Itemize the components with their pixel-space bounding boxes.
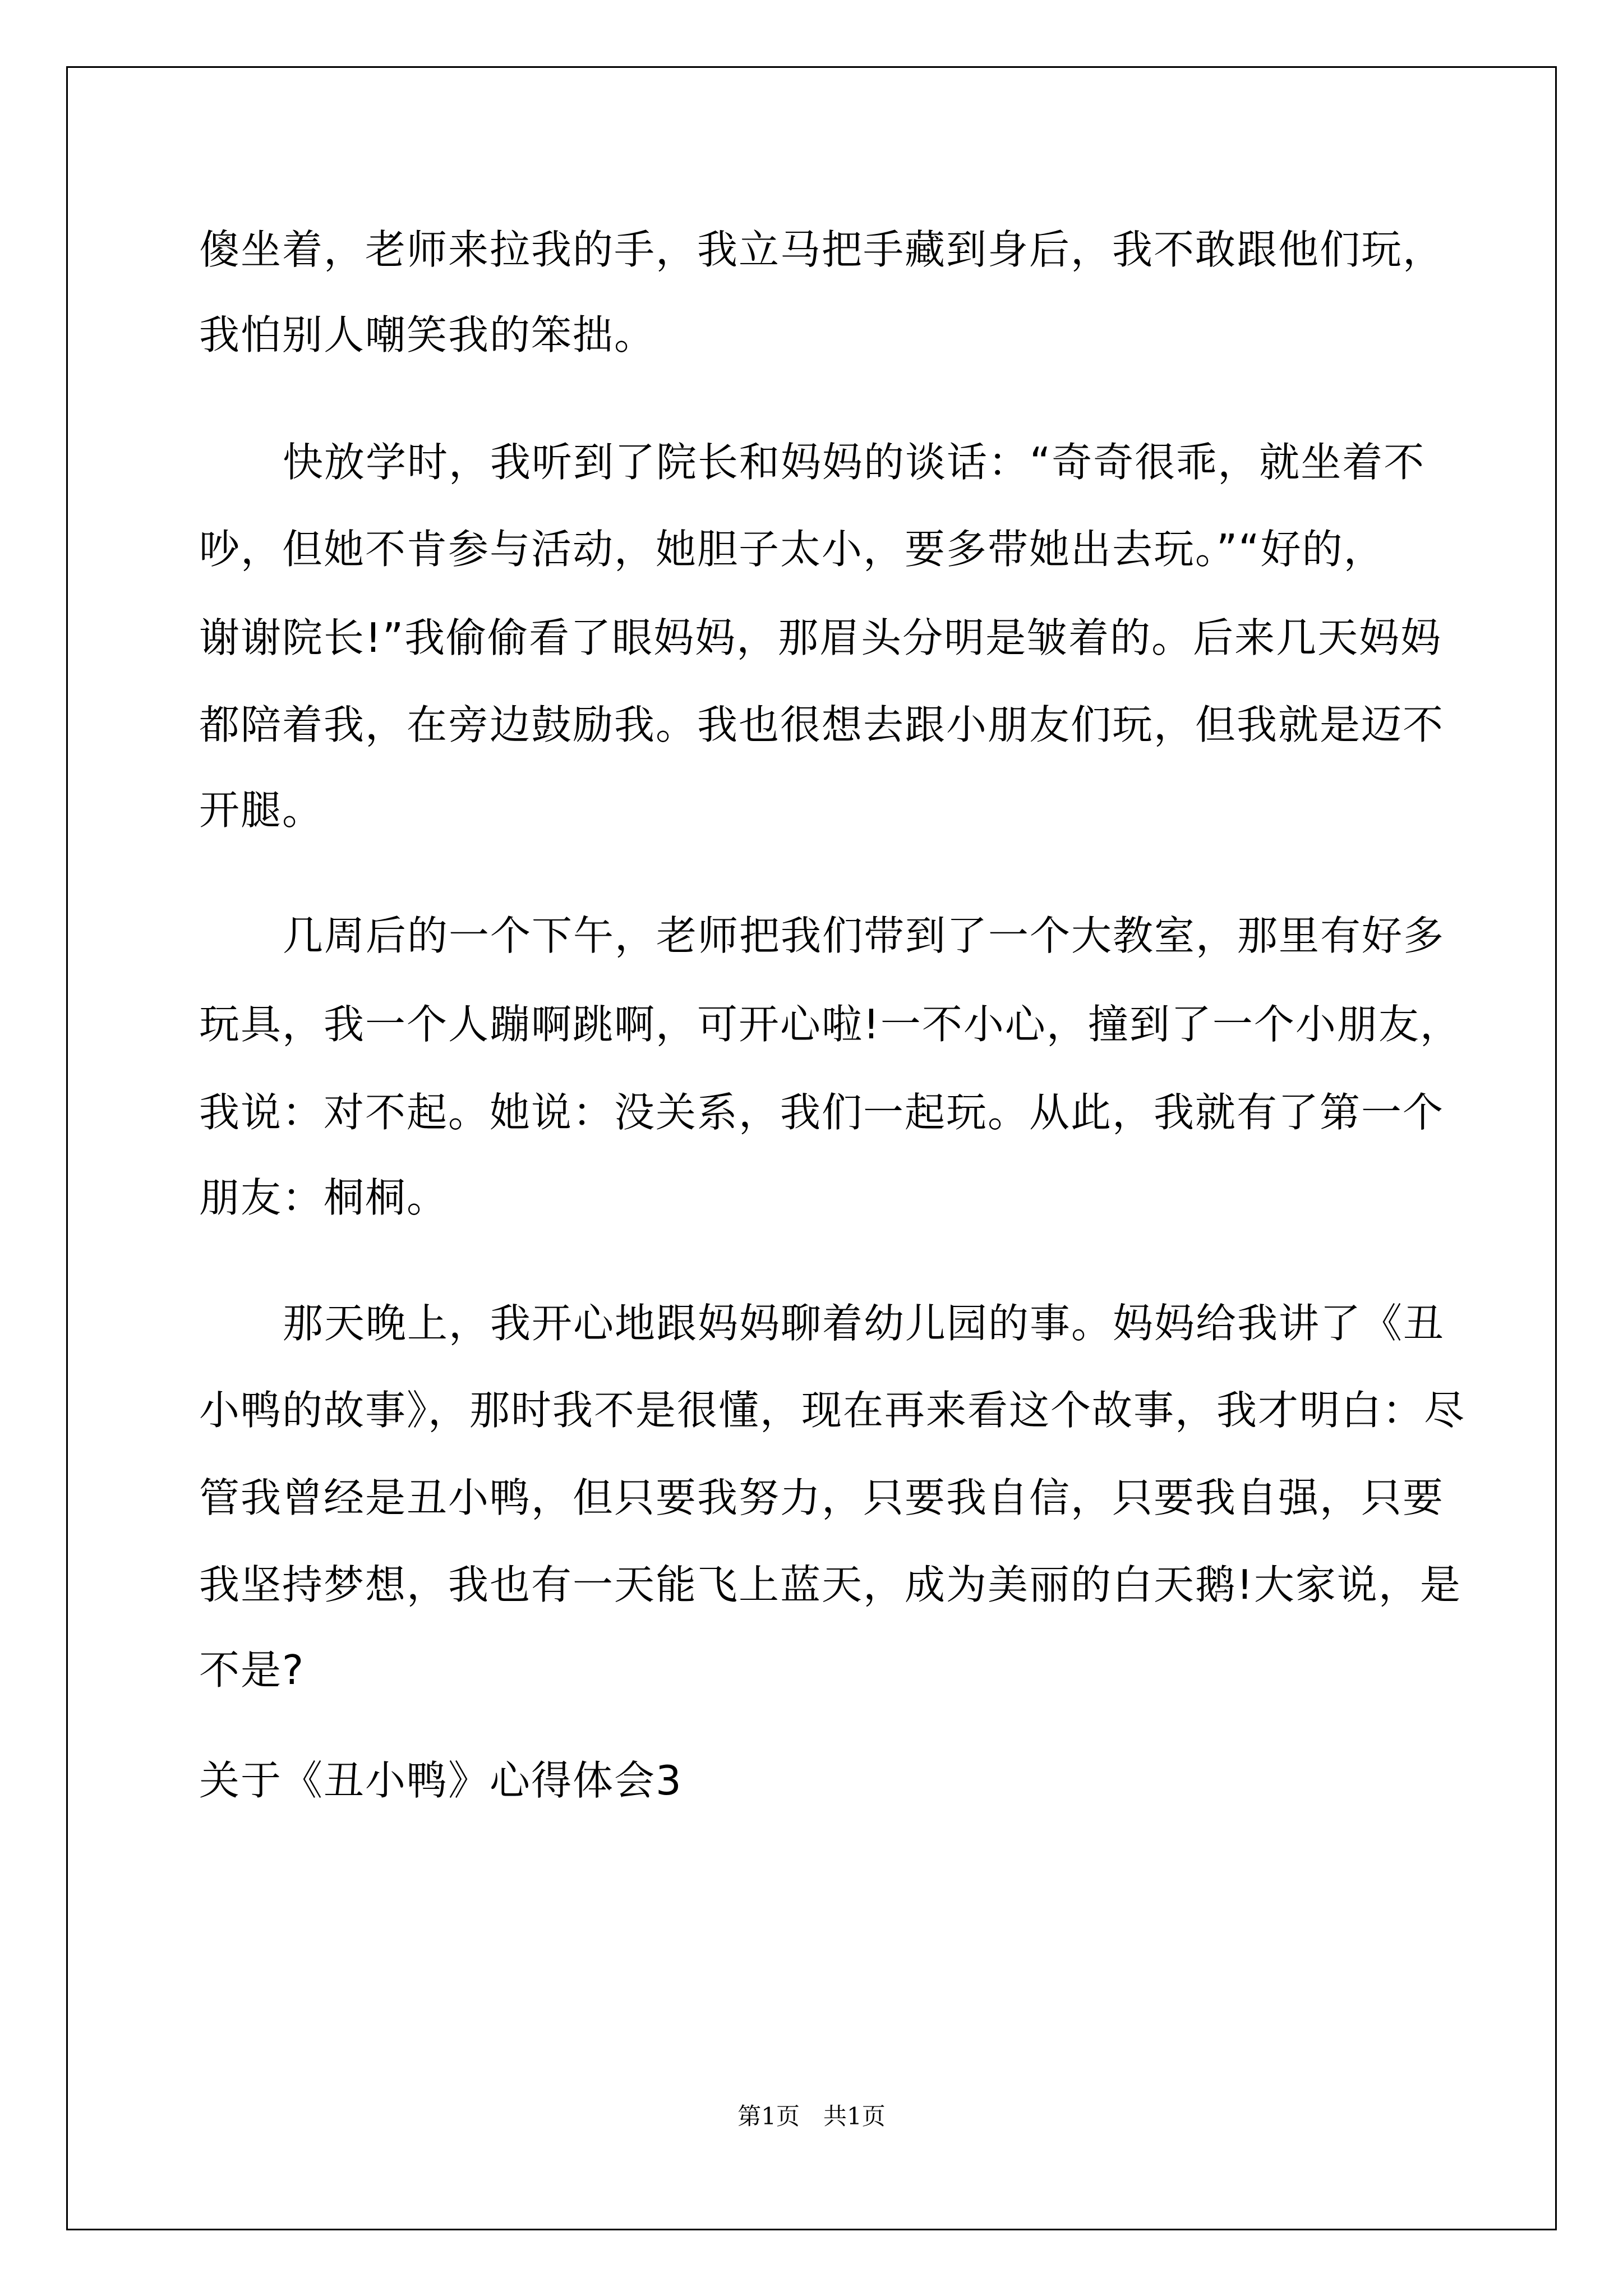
text-line: 吵，但她不肯参与活动，她胆子太小，要多带她出去玩。”“好的， bbox=[199, 526, 1385, 573]
page-footer: 第1页 共1页 bbox=[737, 2102, 886, 2130]
text-line: 我说：对不起。她说：没关系，我们一起玩。从此，我就有了第一个 bbox=[199, 1089, 1445, 1136]
text-line: 不是? bbox=[199, 1646, 305, 1694]
text-line: 傻坐着，老师来拉我的手，我立马把手藏到身后，我不敢跟他们玩， bbox=[199, 226, 1445, 273]
paragraph-start-line: 几周后的一个下午，老师把我们带到了一个大教室，那里有好多 bbox=[283, 912, 1445, 959]
text-line: 我坚持梦想，我也有一天能飞上蓝天，成为美丽的白天鹅!大家说，是 bbox=[199, 1561, 1461, 1608]
text-line: 玩具，我一个人蹦啊跳啊，可开心啦!一不小心，撞到了一个小朋友， bbox=[199, 1001, 1461, 1048]
text-line: 开腿。 bbox=[199, 786, 324, 834]
section-title: 关于《丑小鸭》心得体会3 bbox=[199, 1757, 683, 1804]
text-line: 管我曾经是丑小鸭，但只要我努力，只要我自信，只要我自强，只要 bbox=[199, 1474, 1445, 1521]
text-line: 朋友：桐桐。 bbox=[199, 1174, 449, 1221]
paragraph-start-line: 快放学时，我听到了院长和妈妈的谈话：“奇奇很乖，就坐着不 bbox=[283, 439, 1426, 486]
text-line: 小鸭的故事》，那时我不是很懂，现在再来看这个故事，我才明白：尽 bbox=[199, 1387, 1466, 1434]
text-line: 我怕别人嘲笑我的笨拙。 bbox=[199, 311, 656, 358]
page-border bbox=[66, 66, 1557, 2230]
text-line: 谢谢院长!”我偷偷看了眼妈妈，那眉头分明是皱着的。后来几天妈妈 bbox=[199, 614, 1442, 661]
text-line: 都陪着我，在旁边鼓励我。我也很想去跟小朋友们玩，但我就是迈不 bbox=[199, 701, 1445, 748]
paragraph-start-line: 那天晚上，我开心地跟妈妈聊着幼儿园的事。妈妈给我讲了《丑 bbox=[283, 1300, 1445, 1347]
